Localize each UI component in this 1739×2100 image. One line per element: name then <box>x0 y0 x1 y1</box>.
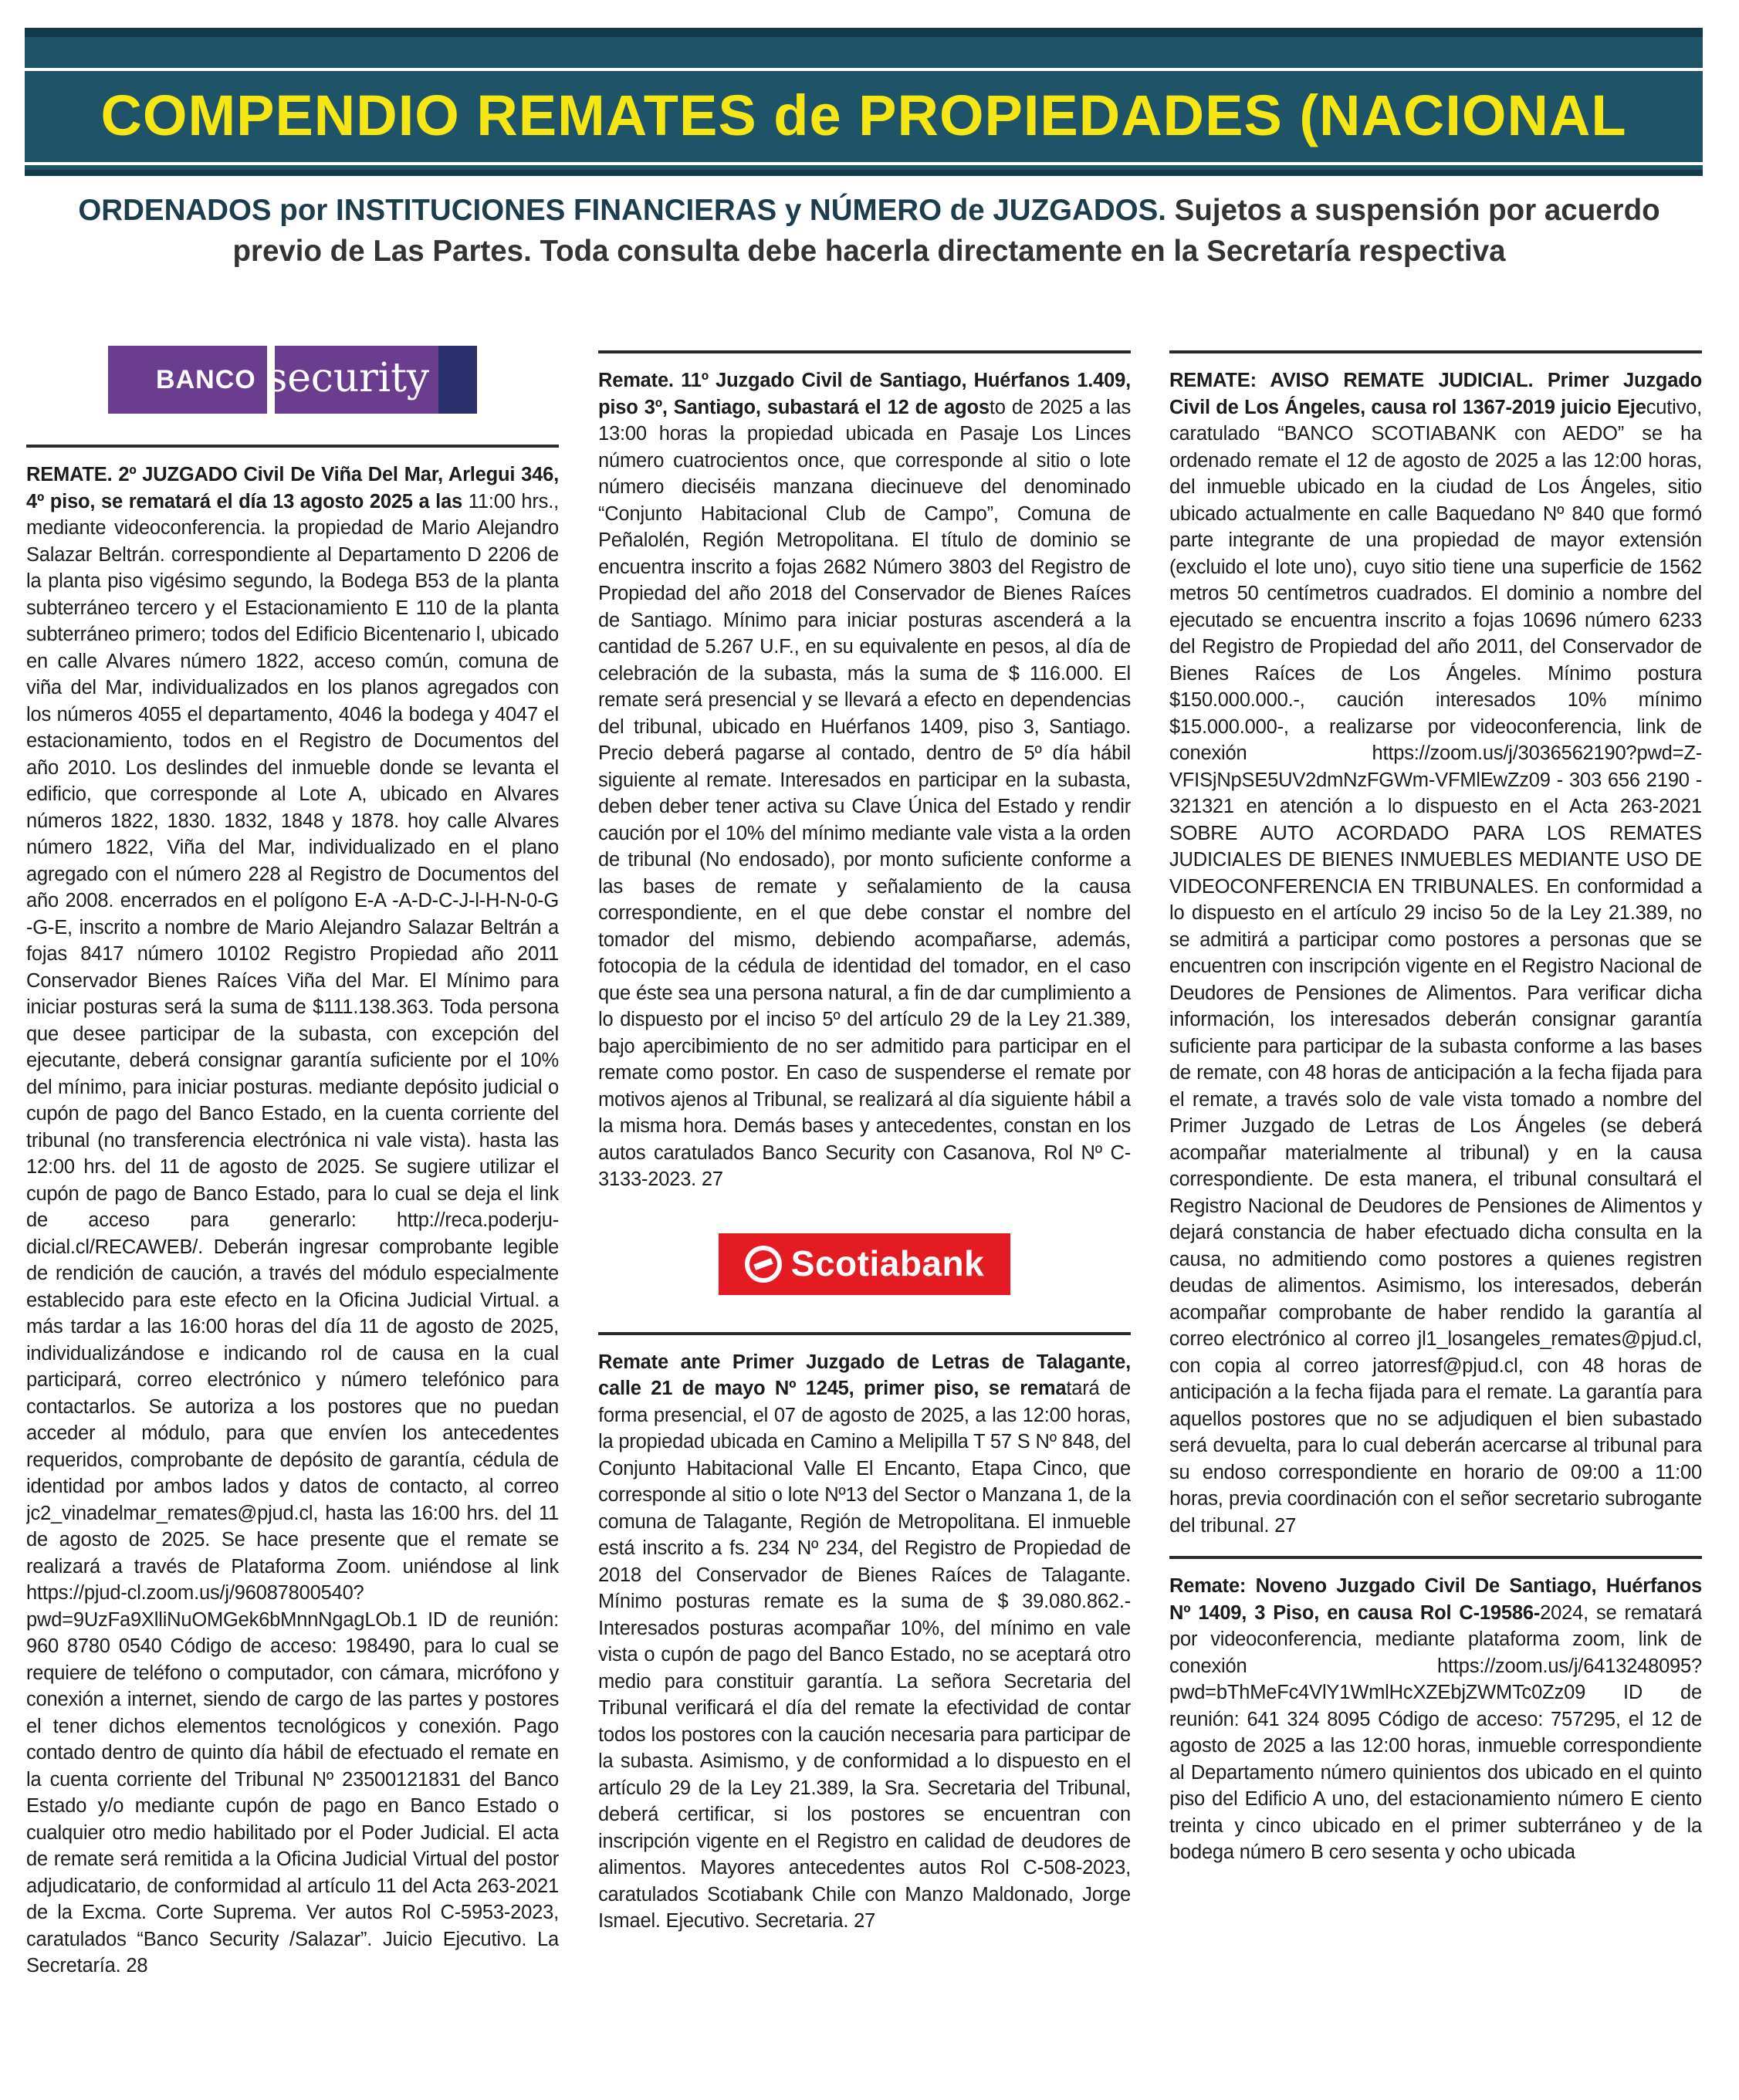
page-subtitle <box>39 190 1700 272</box>
column-2 <box>598 333 1131 2092</box>
divider <box>598 1332 1131 1335</box>
scotiabank-logo <box>719 1233 1010 1295</box>
notice-lead: REMATE. 2º JUZGADO Civil De Viña Del Mar, Arlegui 346, 4º piso, se rematará el día 13 agosto 2025 a las <box>26 464 559 512</box>
logo-security-text: security <box>266 354 429 401</box>
banco-security-logo <box>108 346 477 414</box>
subtitle-bold: ORDENADOS por INSTITUCIONES FINANCIERAS y NÚMERO de JUZGADOS. <box>78 194 1166 227</box>
divider <box>598 350 1131 353</box>
notice-2 <box>598 367 1131 1193</box>
notice-body: cutivo, caratulado “BANCO SCOTIABANK con AEDO” se ha ordenado remate el 12 de agosto de 2025 a las 12:00 horas, del inmueble ubicado en la ciudad de Los Ángeles, sitio ubicado actualmente en calle Baquedano Nº 840 que formó parte integrante de una propiedad de mayor extensión (excluido el lote uno), cuyo sitio tiene una superficie de 1562 metros 50 centímetros cuadrados. El dominio a nombre del ejecutado se encuentra inscrito a fojas 10696 número 6233 del Registro de Propiedad del año 2011, del Conservador de Bienes Raíces de Los Ángeles. Mínimo postura $150.000.000.-, caución interesados 10% mínimo $15.000.000-, a realizarse por videoconferencia, link de conexión https://zoom.us/j/3036562190?pwd=Z-VFISjNpSE5UV2dmNzFGWm-VFMlEwZz09 - 303 656 2190 - 321321 en atención a lo dispuesto en el Acta 263-2021 SOBRE AUTO ACORDADO PARA LOS REMATES JUDICIALES DE BIENES INMUEBLES MEDIANTE USO DE VIDEOCONFERENCIA EN TRIBUNALES. En conformidad a lo dispuesto en el artículo 29 inciso 5o de la Ley 21.389, no se admitirá a participar como postores a personas que se encuentren con inscripción vigente en el Registro Nacional de Deudores de Pensiones de Alimentos. Para verificar dicha información, los interesados deberán consignar garantía suficiente para participar de la subasta conforme a las bases de remate, con 48 horas de anticipación a la fecha fijada para el remate, a través solo de vale vista tomado a nombre del Primer Juzgado de Letras de Los Ángeles (se deberá acompañar materialmente al tribunal) y en la causa correspondiente. De esta manera, el tribunal consultará el Registro Nacional de Deudores de Pensiones de Alimentos y dejará constancia de haber efectuado dicha consulta en la causa, no admitiendo como postores a quienes registren deudas de alimentos. Asimismo, los interesados, deberán acompañar comprobante de haber rendido la garantía al correo electrónico al correo jl1_losangeles_remates@pjud.cl, con copia al correo jatorresf@pjud.cl, con 48 horas de anticipación a la fecha fijada para el remate. La garantía para aquellos postores que no se adjudiquen el bien subastado será devuelta, para lo cual deberán acercarse al tribunal para su endoso correspondiente en horario de 09:00 a 11:00 horas, previa coordinación con el señor secretario subrogante del tribunal. 27 <box>1169 396 1702 1537</box>
logo-stripe <box>438 346 477 414</box>
notice-4 <box>1169 367 1702 1539</box>
header-banner <box>25 28 1703 176</box>
notice-5 <box>1169 1573 1702 1866</box>
notice-body: 2024, se rematará por videoconferencia, mediante plataforma zoom, link de conexión https://zoom.us/j/6413248095?pwd=bThMeFc4VlY1WmlHcXZEbjZWMTc0Zz09 ID de reunión: 641 324 8095 Código de acceso: 757295, el 12 de agosto de 2025 a las 12:00 horas, inmueble correspondiente al Departamento número quinientos dos ubicado en el quinto piso del Edificio A uno, del estacionamiento número E ciento treinta y cinco ubicado en el primer subterráneo y de la bodega número B cero sesenta y ocho ubicada <box>1169 1601 1702 1863</box>
divider <box>26 445 559 448</box>
column-3 <box>1169 333 1702 2092</box>
subtitle-rest: Sujetos a suspensión por acuerdo previo de Las Partes. Toda consulta debe hacerla directamente en la Secretaría respectiva <box>232 194 1660 268</box>
notice-lead: Remate: Noveno Juzgado Civil De Santiago, Huérfanos Nº 1409, 3 Piso, en causa Rol C-19586- <box>1169 1575 1702 1624</box>
logo-scotiabank-text: Scotiabank <box>790 1243 985 1284</box>
notice-lead: Remate. 11º Juzgado Civil de Santiago, Huérfanos 1.409, piso 3º, Santiago, subastará el 12 de agos <box>598 370 1131 418</box>
page-title: COMPENDIO REMATES de PROPIEDADES (NACIONAL <box>100 83 1627 147</box>
scotiabank-s-icon <box>745 1246 782 1283</box>
notice-body: to de 2025 a las 13:00 horas la propiedad ubicada en Pasaje Los Linces número cuatrocientos once, que corresponde al sitio o lote número dieciséis manzana diecinueve del denominado “Conjunto Habitacional Club de Campo”, Comuna de Peñalolén, Región Metropolitana. El título de dominio se encuentra inscrito a fojas 2682 Número 3803 del Registro de Propiedad del año 2018 del Conservador de Bienes Raíces de Santiago. Mínimo para iniciar posturas ascenderá a la cantidad de 5.267 U.F., en su equivalente en pesos, al día de celebración de la subasta, más la suma de $ 116.000. El remate será presencial y se llevará a efecto en dependencias del tribunal, ubicado en Huérfanos 1409, piso 3, Santiago. Precio deberá pagarse al contado, dentro de 5º día hábil siguiente al remate. Interesados en participar en la subasta, deben deber tener activa su Clave Única del Estado y rendir caución por el 10% del mínimo mediante vale vista a la orden de tribunal (No endosado), por monto suficiente conforme a las bases de remate y señalamiento de la causa correspondiente, en el que debe constar el nombre del tomador del mismo, debiendo acompañarse, además, fotocopia de la cédula de identidad del tomador, en el caso que éste sea una persona natural, a fin de dar cumplimiento a lo dispuesto por el inciso 5º del artículo 29 de la Ley 21.389, bajo apercibimiento de no ser admitido para participar en el remate como postor. En caso de suspenderse el remate por motivos ajenos al Tribunal, se realizará al día siguiente hábil a la misma hora. Demás bases y antecedentes, constan en los autos caratulados Banco Security con Casanova, Rol Nº C-3133-2023. 27 <box>598 396 1131 1190</box>
column-1 <box>26 330 559 2088</box>
notice-1 <box>26 462 559 1980</box>
notice-body: 11:00 hrs., mediante videoconferencia. la propiedad de Mario Alejandro Salazar Beltrán. correspondiente al Departamento D 2206 de la planta piso vigésimo segundo, la Bodega B53 de la planta subterráneo tercero y el Estacionamiento E 110 de la planta subterráneo primero; todos del Edificio Bicentenario l, ubicado en calle Alvares número 1822, acceso común, comuna de viña del Mar, individualizados en los planos agregados con los números 4055 el departamento, 4046 la bodega y 4047 el estacionamiento, todos en el Registro de Documentos del año 2010. Los deslindes del inmueble donde se levanta el edificio, que corresponde al Lote A, ubicado en Alvares números 1822, 1830. 1832, 1848 y 1878. hoy calle Alvares número 1822, Viña del Mar, individualizado en el plano agregado con el número 228 al Registro de Documentos del año 2008. encerrados en el polígono E-A -A-D-C-J-l-H-N-0-G -G-E, inscrito a nombre de Mario Alejandro Salazar Beltrán a fojas 8417 número 10102 Registro Propiedad año 2011 Conservador Bienes Raíces Viña del Mar. El Mínimo para iniciar posturas será la suma de $111.138.363. Toda persona que desee participar de la subasta, con excepción del ejecutante, deberá consignar garantía suficiente por el 10% del mínimo, para iniciar posturas. mediante depósito judicial o cupón de pago del Banco Estado, en la cuenta corriente del tribunal (no transferencia electrónica ni vale vista). hasta las 12:00 hrs. del 11 de agosto de 2025. Se sugiere utilizar el cupón de pago de Banco Estado, para lo cual se deja el link de acceso para generarlo: http://reca.poderju-dicial.cl/RECAWEB/. Deberán ingresar comprobante legible de rendición de caución, a través del módulo especialmente establecido para este efecto en la Oficina Judicial Virtual. a más tardar a las 16:00 horas del día 11 de agosto de 2025, individualizándose e indicando rol de causa en la cual participará, correo electrónico y número telefónico para contactarlos. Se autoriza a los postores que no puedan acceder al módulo, para que envíen los antecedentes requeridos, comprobante de depósito de garantía, cédula de identidad por ambos lados y datos de contacto, al correo jc2_vinadelmar_remates@pjud.cl, hasta las 16:00 hrs. del 11 de agosto de 2025. Se hace presente que el remate se realizará a través de Plataforma Zoom. uniéndose al link https://pjud-cl.zoom.us/j/96087800540?pwd=9UzFa9XlliNuOMGek6bMnnNgagLOb.1 ID de reunión: 960 8780 0540 Código de acceso: 198490, para lo cual se requiere de teléfono o computador, con cámara, micrófono y conexión a internet, siendo de cargo de las partes y postores el tener dichos elementos tecnológicos y conexión. Pago contado dentro de quinto día hábil de efectuado el remate en la cuenta corriente del Tribunal Nº 23500121831 del Banco Estado y/o mediante cupón de pago en Banco Estado o cualquier otro medio habilitado por el Poder Judicial. El acta de remate será remitida a la Oficina Judicial Virtual del postor adjudicatario, de conformidad al artículo 11 del Acta 263-2021 de la Excma. Corte Suprema. Ver autos Rol C-5953-2023, caratulados “Banco Security /Salazar”. Juicio Ejecutivo. La Secretaría. 28 <box>26 490 559 1977</box>
notice-body: tará de forma presencial, el 07 de agosto de 2025, a las 12:00 horas, la propiedad ubicada en Camino a Melipilla T 57 S Nº 848, del Conjunto Habitacional Valle El Encanto, Etapa Cinco, que corresponde al sitio o lote Nº13 del Sector o Manzana 1, de la comuna de Talagante, Región de Metropolitana. El inmueble está inscrito a fs. 234 Nº 234, del Registro de Propiedad de 2018 del Conservador de Bienes Raíces de Talagante. Mínimo posturas remate es la suma de $ 39.080.862.- Interesados posturas acompañar 10%, del mínimo en vale vista o cupón de pago del Banco Estado, no se aceptará otro medio para constituir garantía. La señora Secretaria del Tribunal verificará el día del remate la efectividad de contar todos los postores con la caución necesaria para participar de la subasta. Asimismo, y de conformidad a lo dispuesto en el artículo 29 de la Ley 21.389, la Sra. Secretaria del Tribunal, deberá certificar, si los postores se encuentran con inscripción vigente en el Registro en calidad de deudores de alimentos. Mayores antecedentes autos Rol C-508-2023, caratulados Scotiabank Chile con Manzo Maldonado, Jorge Ismael. Ejecutivo. Secretaria. 27 <box>598 1378 1131 1932</box>
logo-banco-text: BANCO <box>156 364 256 394</box>
notice-lead: Remate ante Primer Juzgado de Letras de Talagante, calle 21 de mayo Nº 1245, primer piso, se rema <box>598 1351 1131 1399</box>
divider <box>1169 1556 1702 1559</box>
notice-3 <box>598 1349 1131 1935</box>
notice-lead: REMATE: AVISO REMATE JUDICIAL. Primer Juzgado Civil de Los Ángeles, causa rol 1367-2019 juicio Eje <box>1169 370 1702 418</box>
divider <box>1169 350 1702 353</box>
